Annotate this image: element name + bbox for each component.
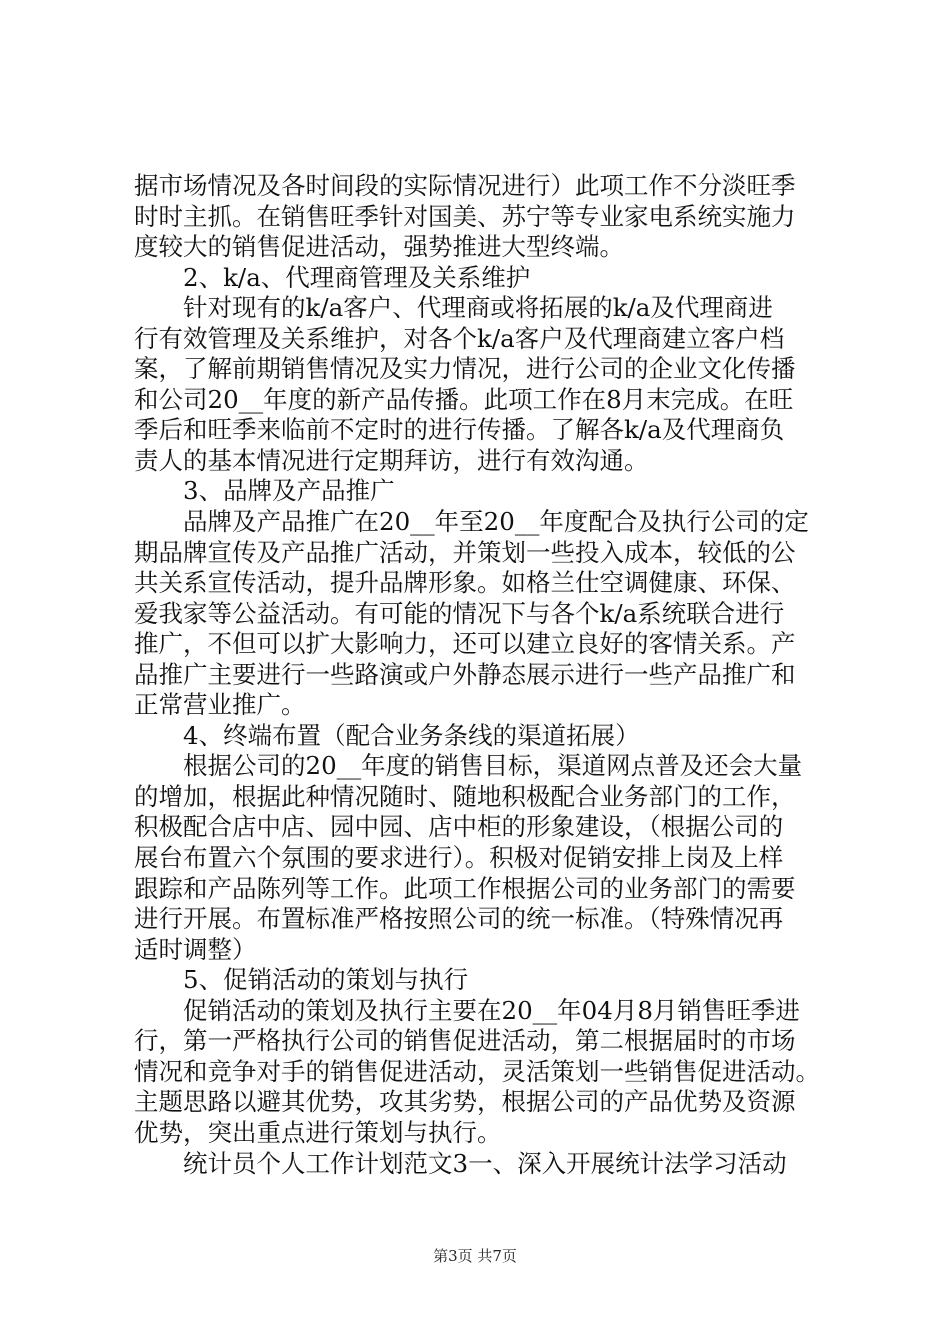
text-line: 度较大的销售促进活动，强势推进大型终端。 bbox=[134, 232, 624, 262]
page-footer bbox=[0, 1246, 950, 1266]
text-line: 展台布置六个氛围的要求进行）。积极对促销安排上岗及上样 bbox=[134, 843, 784, 873]
text-line: 期品牌宣传及产品推广活动，并策划一些投入成本，较低的公 bbox=[134, 537, 796, 567]
text-line: 根据公司的20__年度的销售目标，渠道网点普及还会大量 bbox=[134, 751, 803, 781]
text-line: 责人的基本情况进行定期拜访，进行有效沟通。 bbox=[134, 445, 649, 475]
text-line: 时时主抓。在销售旺季针对国美、苏宁等专业家电系统实施力 bbox=[134, 201, 796, 231]
text-line: 和公司20__年度的新产品传播。此项工作在8月末完成。在旺 bbox=[134, 384, 794, 414]
text-line: 爱我家等公益活动。有可能的情况下与各个k/a系统联合进行 bbox=[134, 598, 785, 628]
section-heading: 4、终端布置（配合业务条线的渠道拓展） bbox=[134, 720, 640, 750]
text-line: 跟踪和产品陈列等工作。此项工作根据公司的业务部门的需要 bbox=[134, 873, 796, 903]
text-line: 进行开展。布置标准严格按照公司的统一标准。（特殊情况再 bbox=[134, 904, 784, 934]
page-number-label: 第3页 共7页 bbox=[433, 1247, 517, 1265]
text-line: 的增加，根据此种情况随时、随地积极配合业务部门的工作， bbox=[134, 781, 796, 811]
text-line: 季后和旺季来临前不定时的进行传播。了解各k/a及代理商负 bbox=[134, 415, 785, 445]
text-line: 情况和竞争对手的销售促进活动，灵活策划一些销售促进活动。 bbox=[134, 1056, 820, 1086]
text-line: 案，了解前期销售情况及实力情况，进行公司的企业文化传播 bbox=[134, 354, 796, 384]
text-line: 行，第一严格执行公司的销售促进活动，第二根据届时的市场 bbox=[134, 1026, 796, 1056]
section-heading: 2、k/a、代理商管理及关系维护 bbox=[134, 262, 531, 292]
text-line: 针对现有的k/a客户、代理商或将拓展的k/a及代理商进 bbox=[134, 293, 773, 323]
text-line: 优势，突出重点进行策划与执行。 bbox=[134, 1117, 502, 1147]
section-heading: 3、品牌及产品推广 bbox=[134, 476, 395, 506]
text-line: 适时调整） bbox=[134, 934, 257, 964]
text-line: 正常营业推广。 bbox=[134, 690, 306, 720]
text-line: 共关系宣传活动，提升品牌形象。如格兰仕空调健康、环保、 bbox=[134, 568, 796, 598]
text-line: 统计员个人工作计划范文3一、深入开展统计法学习活动 bbox=[134, 1148, 787, 1178]
section-heading: 5、促销活动的策划与执行 bbox=[134, 965, 469, 995]
text-line: 推广，不但可以扩大影响力，还可以建立良好的客情关系。产 bbox=[134, 629, 796, 659]
text-line: 主题思路以避其优势，攻其劣势，根据公司的产品优势及资源 bbox=[134, 1087, 796, 1117]
text-line: 积极配合店中店、园中园、店中柜的形象建设，（根据公司的 bbox=[134, 812, 784, 842]
text-line: 行有效管理及关系维护，对各个k/a客户及代理商建立客户档 bbox=[134, 323, 785, 353]
text-line: 促销活动的策划及执行主要在20__年04月8月销售旺季进 bbox=[134, 995, 800, 1025]
document-body bbox=[134, 171, 834, 1179]
text-line: 品推广主要进行一些路演或户外静态展示进行一些产品推广和 bbox=[134, 659, 796, 689]
text-line: 品牌及产品推广在20__年至20__年度配合及执行公司的定 bbox=[134, 507, 809, 537]
text-line: 据市场情况及各时间段的实际情况进行）此项工作不分淡旺季 bbox=[134, 171, 796, 200]
